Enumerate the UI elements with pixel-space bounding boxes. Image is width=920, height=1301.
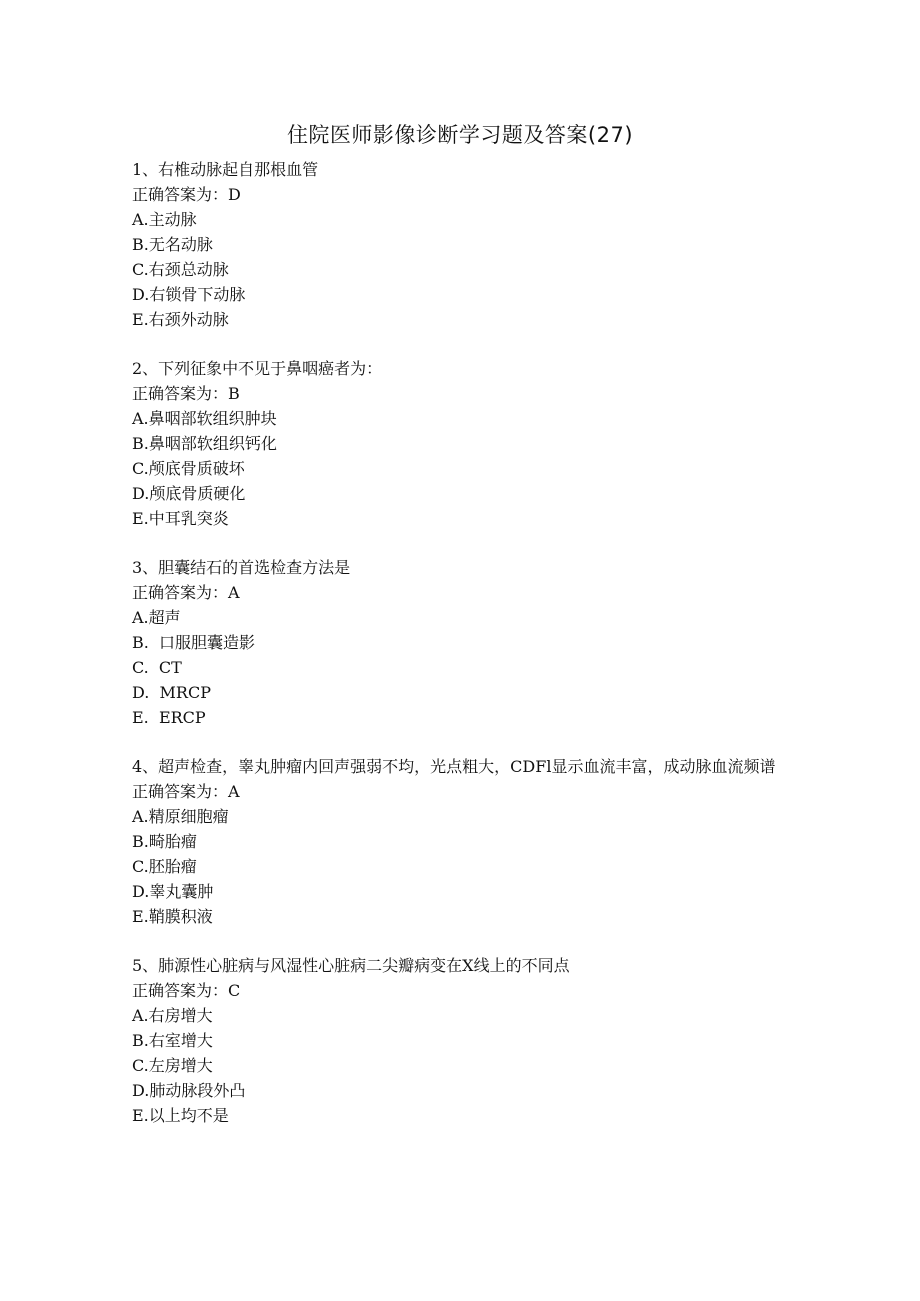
option-e: E.右颈外动脉 bbox=[132, 310, 229, 329]
question-2 bbox=[132, 356, 792, 531]
correct-answer: 正确答案为：A bbox=[132, 583, 240, 602]
option-b: B.无名动脉 bbox=[132, 235, 213, 254]
question-4 bbox=[132, 754, 792, 929]
option-c: C.左房增大 bbox=[132, 1056, 213, 1075]
option-e: E. ERCP bbox=[132, 708, 206, 727]
option-a: A.鼻咽部软组织肿块 bbox=[132, 409, 277, 428]
option-c: C.右颈总动脉 bbox=[132, 260, 229, 279]
option-b: B.畸胎瘤 bbox=[132, 832, 197, 851]
option-d: D.肺动脉段外凸 bbox=[132, 1081, 246, 1100]
question-stem: 3、胆囊结石的首选检查方法是 bbox=[132, 558, 351, 577]
document-title: 住院医师影像诊断学习题及答案(27) bbox=[286, 123, 634, 147]
question-stem: 4、超声检查，睾丸肿瘤内回声强弱不均，光点粗大，CDFl显示血流丰富，成动脉血流频谱 bbox=[132, 757, 776, 776]
option-c: C.颅底骨质破坏 bbox=[132, 459, 245, 478]
option-a: A.精原细胞瘤 bbox=[132, 807, 229, 826]
question-5 bbox=[132, 953, 792, 1128]
correct-answer: 正确答案为：B bbox=[132, 384, 240, 403]
option-b: B. 口服胆囊造影 bbox=[132, 633, 256, 652]
option-d: D.颅底骨质硬化 bbox=[132, 484, 246, 503]
option-e: E.以上均不是 bbox=[132, 1106, 229, 1125]
question-list bbox=[132, 157, 792, 1152]
option-d: D.右锁骨下动脉 bbox=[132, 285, 246, 304]
option-a: A.右房增大 bbox=[132, 1006, 213, 1025]
correct-answer: 正确答案为：D bbox=[132, 185, 241, 204]
question-stem: 2、下列征象中不见于鼻咽癌者为： bbox=[132, 359, 383, 378]
question-stem: 1、右椎动脉起自那根血管 bbox=[132, 160, 319, 179]
option-b: B.右室增大 bbox=[132, 1031, 213, 1050]
option-e: E.鞘膜积液 bbox=[132, 907, 213, 926]
correct-answer: 正确答案为：C bbox=[132, 981, 241, 1000]
question-3 bbox=[132, 555, 792, 730]
option-c: C. CT bbox=[132, 658, 182, 677]
question-stem: 5、肺源性心脏病与风湿性心脏病二尖瓣病变在X线上的不同点 bbox=[132, 956, 570, 975]
option-c: C.胚胎瘤 bbox=[132, 857, 197, 876]
question-1 bbox=[132, 157, 792, 332]
option-d: D.睾丸囊肿 bbox=[132, 882, 214, 901]
option-b: B.鼻咽部软组织钙化 bbox=[132, 434, 277, 453]
option-e: E.中耳乳突炎 bbox=[132, 509, 229, 528]
option-d: D. MRCP bbox=[132, 683, 211, 702]
option-a: A.主动脉 bbox=[132, 210, 197, 229]
correct-answer: 正确答案为：A bbox=[132, 782, 240, 801]
option-a: A.超声 bbox=[132, 608, 181, 627]
